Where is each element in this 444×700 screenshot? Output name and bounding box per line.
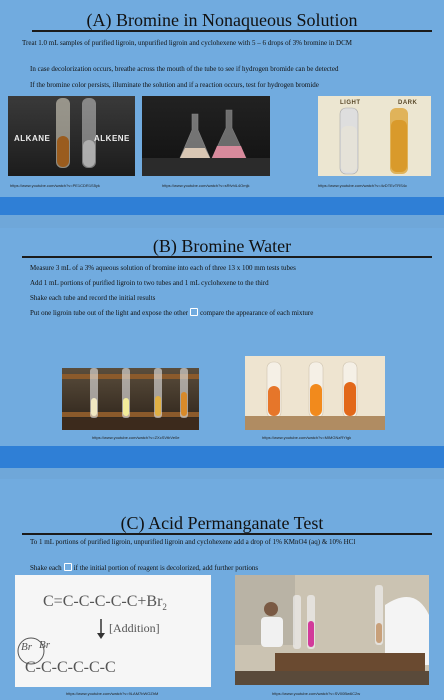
- product-formula: C-C-C-C-C-C: [25, 659, 116, 676]
- arrow-label: [Addition]: [109, 621, 160, 635]
- slide-a-step-2: In case decolorization occurs, breathe across the mouth of the tube to see if hydrogen bromide can be detected: [30, 65, 339, 73]
- slide-a-photo-2-url[interactable]: https://www.youtube.com/watch?v=sRfvhlL4Omjk: [162, 183, 250, 188]
- slide-b-step-1: Measure 3 mL of a 3% aqueous solution of bromine into each of three 13 x 100 mm tests tubes: [30, 264, 296, 272]
- bromine-atom-2: Br: [39, 639, 50, 651]
- bromine-atom-1: Br: [21, 641, 32, 653]
- slide-c-photo-lab: [235, 575, 429, 685]
- slide-c-title-rule: [22, 533, 432, 535]
- checkbox-icon: [190, 308, 198, 316]
- slide-a-photo-light-dark: [318, 96, 431, 176]
- slide-a-photo-3-url[interactable]: https://www.youtube.com/watch?v=4vDTEvTRS4c: [318, 183, 408, 188]
- slide-a-photo-flasks: [142, 96, 270, 176]
- slide-b-step-4a: Put one ligroin tube out of the light and expose the other: [30, 309, 189, 317]
- slide-c-step-2b: if the initial portion of reagent is decolorized, add further portions: [73, 564, 259, 572]
- orange-tubes-illustration: [245, 356, 385, 430]
- slide-a-title: (A) Bromine in Nonaqueous Solution: [86, 10, 358, 30]
- slide-b-step-4: [30, 308, 313, 318]
- slide-b-photo-rack: [62, 368, 199, 430]
- slide-c: [0, 479, 444, 700]
- slide-b-photo-orange-tubes: [245, 356, 385, 430]
- label-dark: DARK: [398, 100, 418, 106]
- slide-b: [0, 228, 444, 468]
- slide-b-step-3: Shake each tube and record the initial results: [30, 294, 156, 302]
- slide-a: [0, 0, 444, 215]
- reactant-subscript: 2: [162, 602, 167, 613]
- rack-illustration: [62, 368, 199, 430]
- slide-b-footer-band: [0, 446, 444, 468]
- flasks-illustration: [142, 96, 270, 176]
- slide-a-step-1: Treat 1.0 mL samples of purified ligroin, unpurified ligroin and cyclohexene with 5 – 6 drops of 3% bromine in DCM: [22, 39, 352, 47]
- slide-c-step-2a: Shake each: [30, 564, 62, 572]
- slide-c-step-1: To 1 mL portions of purified ligroin, unpurified ligroin and cyclohexene add a drop of 1% KMnO4 (aq) & 10% HCl: [30, 538, 356, 546]
- slide-b-photo-1-url[interactable]: https://www.youtube.com/watch?v=ZXcSVtbVe0e: [92, 435, 180, 440]
- slide-a-photo-1-url[interactable]: https://www.youtube.com/watch?v=PE1CDR1S5yk: [10, 183, 100, 188]
- slide-a-footer-band: [0, 197, 444, 215]
- slide-a-step-3: If the bromine color persists, illuminate the solution and if a reaction occurs, test for hydrogen bromide: [30, 81, 319, 89]
- slide-b-step-2: Add 1 mL portions of purified ligroin to two tubes and 1 mL cyclohexene to the third: [30, 279, 269, 287]
- slide-c-title: (C) Acid Permanganate Test: [120, 513, 324, 533]
- slide-b-title-rule: [22, 256, 432, 258]
- label-light: LIGHT: [340, 100, 361, 106]
- label-alkene: ALKENE: [94, 134, 130, 143]
- label-alkane: ALKANE: [14, 134, 51, 143]
- slide-c-photo-2-url[interactable]: https://www.youtube.com/watch?v=SV00Bw6C2w: [272, 691, 361, 696]
- slide-a-title-rule: [32, 30, 432, 32]
- lab-illustration: [235, 575, 429, 685]
- slide-c-photo-1-url[interactable]: https://www.youtube.com/watch?v=9LAM7bWOZhM: [66, 691, 159, 696]
- slide-b-photo-2-url[interactable]: https://www.youtube.com/watch?v=MIMGNzRYtgk: [262, 435, 352, 440]
- checkbox-icon: [64, 563, 72, 571]
- slide-c-step-2: [30, 563, 258, 573]
- slide-b-title: (B) Bromine Water: [152, 236, 292, 256]
- light-dark-illustration: [318, 96, 431, 176]
- slide-c-reaction-diagram: [15, 575, 211, 687]
- reactant-text: C=C-C-C-C-C+Br: [43, 593, 163, 610]
- slide-b-step-4b: compare the appearance of each mixture: [200, 309, 314, 317]
- slide-a-photo-tubes: [8, 96, 135, 176]
